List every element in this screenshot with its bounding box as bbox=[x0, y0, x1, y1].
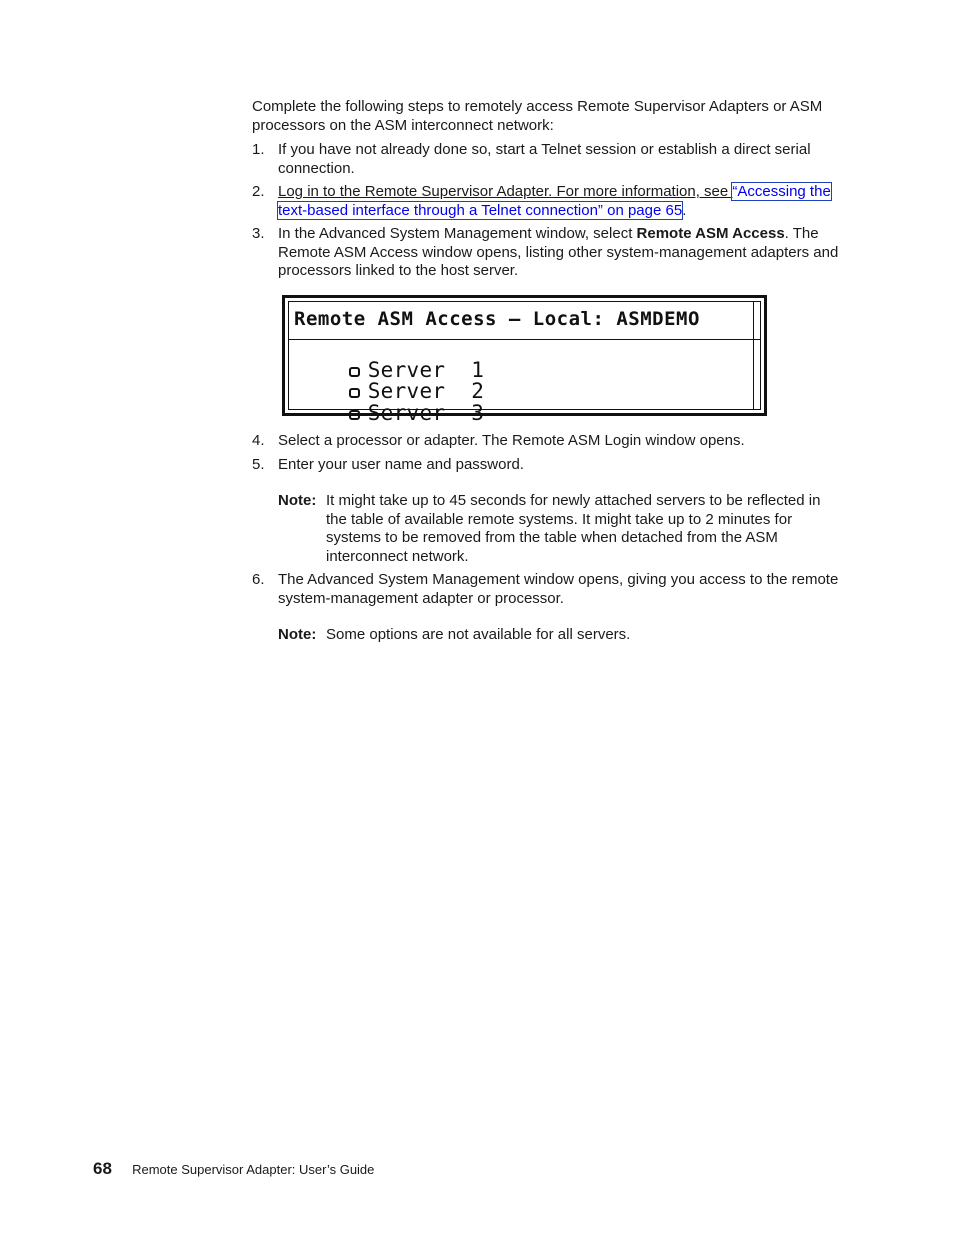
step-number: 6. bbox=[252, 571, 265, 588]
step-text: If you have not already done so, start a Telnet session or establish a direct serial connection. bbox=[278, 141, 811, 177]
step-2 bbox=[252, 183, 842, 220]
step-number: 3. bbox=[252, 225, 265, 242]
server-list bbox=[307, 342, 485, 425]
step-text: Enter your user name and password. bbox=[278, 455, 524, 473]
step-5 bbox=[252, 456, 842, 567]
bullet-icon bbox=[349, 410, 360, 420]
server-item[interactable] bbox=[307, 385, 485, 425]
page-footer bbox=[93, 1160, 374, 1180]
footer-title: Remote Supervisor Adapter: User’s Guide bbox=[132, 1162, 375, 1177]
note bbox=[278, 492, 842, 566]
step-text: In the Advanced System Management window, select bbox=[278, 225, 637, 242]
scrollbar-rule bbox=[753, 302, 754, 409]
server-item[interactable] bbox=[307, 342, 485, 382]
step-number: 1. bbox=[252, 141, 265, 158]
title-divider bbox=[289, 339, 760, 340]
server-label: Server 3 bbox=[367, 400, 485, 425]
step-3 bbox=[252, 225, 842, 281]
note-text: It might take up to 45 seconds for newly attached servers to be reflected in the table of available remote systems. It might take up to 2 minutes for systems to be removed from the table when detached from the ASM interconnect network. bbox=[326, 492, 821, 565]
step-text: Select a processor or adapter. The Remote ASM Login window opens. bbox=[278, 432, 745, 449]
steps-list-continued bbox=[252, 432, 842, 650]
note-label: Note: bbox=[278, 626, 317, 643]
step-number: 4. bbox=[252, 432, 265, 449]
screenshot-frame bbox=[288, 301, 761, 425]
cross-reference-link[interactable]: “Accessing the text-based interface through a Telnet connection” on page 65 bbox=[278, 183, 831, 219]
steps-list bbox=[252, 141, 842, 286]
note-text: Some options are not available for all servers. bbox=[326, 626, 631, 643]
step-number: 2. bbox=[252, 183, 265, 200]
step-number: 5. bbox=[252, 455, 265, 473]
note-label: Note: bbox=[278, 492, 317, 509]
step-4 bbox=[252, 432, 842, 451]
note bbox=[278, 626, 842, 645]
step-text-end: . The Remote ASM Access window opens, listing other system-management adapters and processors linked to the host server. bbox=[278, 225, 839, 279]
step-6 bbox=[252, 571, 842, 645]
step-text: Log in to the Remote Supervisor Adapter. For more information, see bbox=[278, 183, 733, 200]
step-emphasis: Remote ASM Access bbox=[636, 225, 785, 242]
server-item[interactable] bbox=[307, 364, 485, 403]
screenshot-title: Remote ASM Access – Local: ASMDEMO bbox=[294, 308, 700, 330]
server-label: Server 1 bbox=[367, 357, 485, 382]
step-text: The Advanced System Management window opens, giving you access to the remote system-management adapter or processor. bbox=[278, 571, 839, 607]
page-number: 68 bbox=[93, 1159, 112, 1178]
intro-paragraph: Complete the following steps to remotely access Remote Supervisor Adapters or ASM processors on the ASM interconnect network: bbox=[252, 98, 823, 134]
remote-asm-access-screenshot bbox=[282, 295, 767, 425]
step-text-end: . bbox=[682, 201, 687, 219]
step-1 bbox=[252, 141, 842, 178]
server-label: Server 2 bbox=[367, 379, 485, 403]
